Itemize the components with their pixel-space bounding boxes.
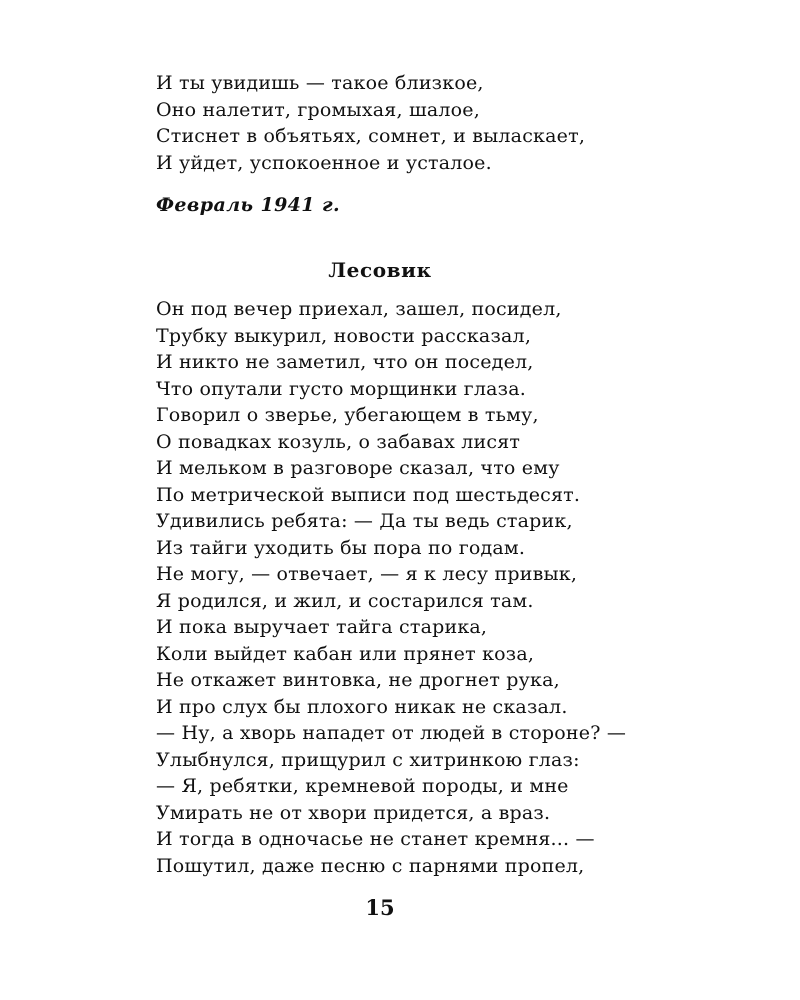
verse-line: Говорил о зверье, убегающем в тьму, (156, 404, 539, 426)
verse-line: Трубку выкурил, новости рассказал, (156, 324, 532, 347)
poem-body (156, 296, 626, 879)
verse-line: Что опутали густо морщинки глаза. (156, 377, 526, 400)
verse-line: — Я, ребятки, кремневой породы, и мне (156, 775, 569, 797)
verse-line: Умирать не от хвори придется, а враз. (156, 801, 551, 824)
verse-line: Не откажет винтовка, не дрогнет рука, (156, 669, 560, 691)
verse-line: Не могу, — отвечает, — я к лесу привык, (156, 563, 578, 585)
poem-title: Лесовик (328, 258, 432, 282)
verse-line: — Ну, а хворь нападет от людей в стороне? — (156, 722, 627, 744)
verse-line: Пошутил, даже песню с парнями пропел, (156, 854, 585, 877)
poem-date: Февраль 1941 г. (156, 194, 341, 216)
verse-line: И никто не заметил, что он поседел, (156, 351, 534, 373)
verse-line: Улыбнулся, прищурил с хитринкою глаз: (156, 748, 580, 771)
verse-line: И про слух бы плохого никак не сказал. (156, 695, 568, 718)
verse-line: Коли выйдет кабан или прянет коза, (156, 642, 535, 665)
verse-line: И тогда в одночасье не станет кремня... — (156, 828, 595, 850)
verse-line: Удивились ребята: — Да ты ведь старик, (156, 510, 573, 532)
verse-line: Я родился, и жил, и состарился там. (156, 589, 534, 612)
verse-line: Он под вечер приехал, зашел, посидел, (156, 298, 562, 320)
verse-line: Оно налетит, громыхая, шалое, (156, 98, 480, 121)
verse-line: И мельком в разговоре сказал, что ему (156, 457, 560, 479)
verse-line: Стиснет в объятьях, сомнет, и выласкает, (156, 125, 586, 147)
verse-line: О повадках козуль, о забавах лисят (156, 430, 521, 453)
verse-line: И уйдет, успокоенное и усталое. (156, 151, 492, 174)
previous-poem-ending (156, 70, 585, 176)
verse-line: И ты увидишь — такое близкое, (156, 72, 484, 94)
verse-line: По метрической выписи под шестьдесят. (156, 483, 581, 506)
page-number: 15 (365, 895, 395, 920)
verse-line: И пока выручает тайга старика, (156, 616, 488, 638)
verse-line: Из тайги уходить бы пора по годам. (156, 536, 526, 559)
